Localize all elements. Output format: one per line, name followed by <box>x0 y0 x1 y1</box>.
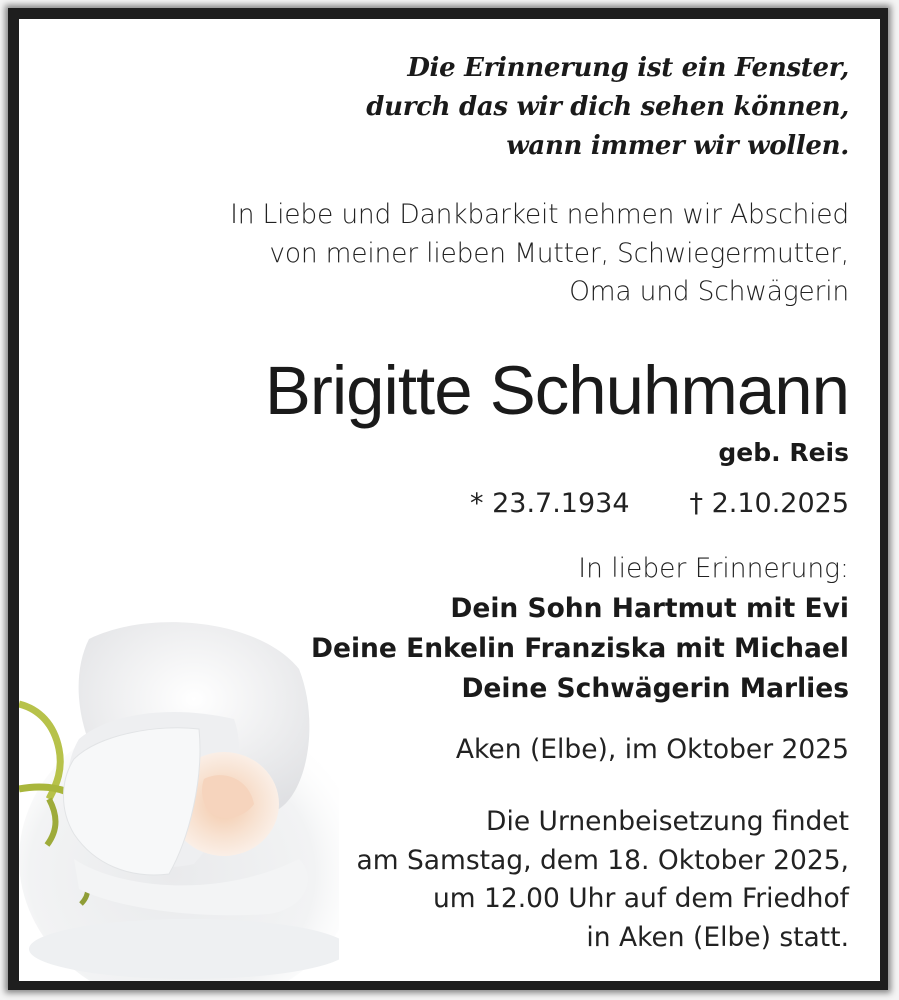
family-member: Deine Schwägerin Marlies <box>461 673 849 704</box>
obituary-card <box>19 19 880 981</box>
intro-line: In Liebe und Dankbarkeit nehmen wir Abschied <box>230 199 849 230</box>
place-date: Aken (Elbe), im Oktober 2025 <box>455 734 849 765</box>
memorial-quote <box>366 49 849 166</box>
family-signatures <box>311 549 849 709</box>
intro-line: Oma und Schwägerin <box>569 276 849 307</box>
funeral-info <box>356 803 849 957</box>
funeral-line: in Aken (Elbe) statt. <box>586 921 849 953</box>
remembrance-label: In lieber Erinnerung: <box>578 553 849 584</box>
birth-name: geb. Reis <box>718 438 849 467</box>
family-member: Deine Enkelin Franziska mit Michael <box>310 633 849 664</box>
funeral-line: um 12.00 Uhr auf dem Friedhof <box>432 883 849 914</box>
quote-line: durch das wir dich sehen können, <box>366 92 849 122</box>
funeral-line: am Samstag, dem 18. Oktober 2025, <box>356 844 849 876</box>
farewell-intro <box>230 196 849 312</box>
intro-line: von meiner lieben Mutter, Schwiegermutter, <box>269 237 849 269</box>
quote-line: wann immer wir wollen. <box>506 131 849 161</box>
life-dates <box>470 486 849 522</box>
funeral-line: Die Urnenbeisetzung findet <box>486 806 849 837</box>
family-member: Dein Sohn Hartmut mit Evi <box>450 593 849 624</box>
white-rose-icon <box>19 609 339 981</box>
death-date: † 2.10.2025 <box>689 488 849 519</box>
deceased-name: Brigitte Schuhmann <box>264 352 849 429</box>
birth-date: * 23.7.1934 <box>470 488 630 519</box>
quote-line: Die Erinnerung ist ein Fenster, <box>407 53 849 83</box>
